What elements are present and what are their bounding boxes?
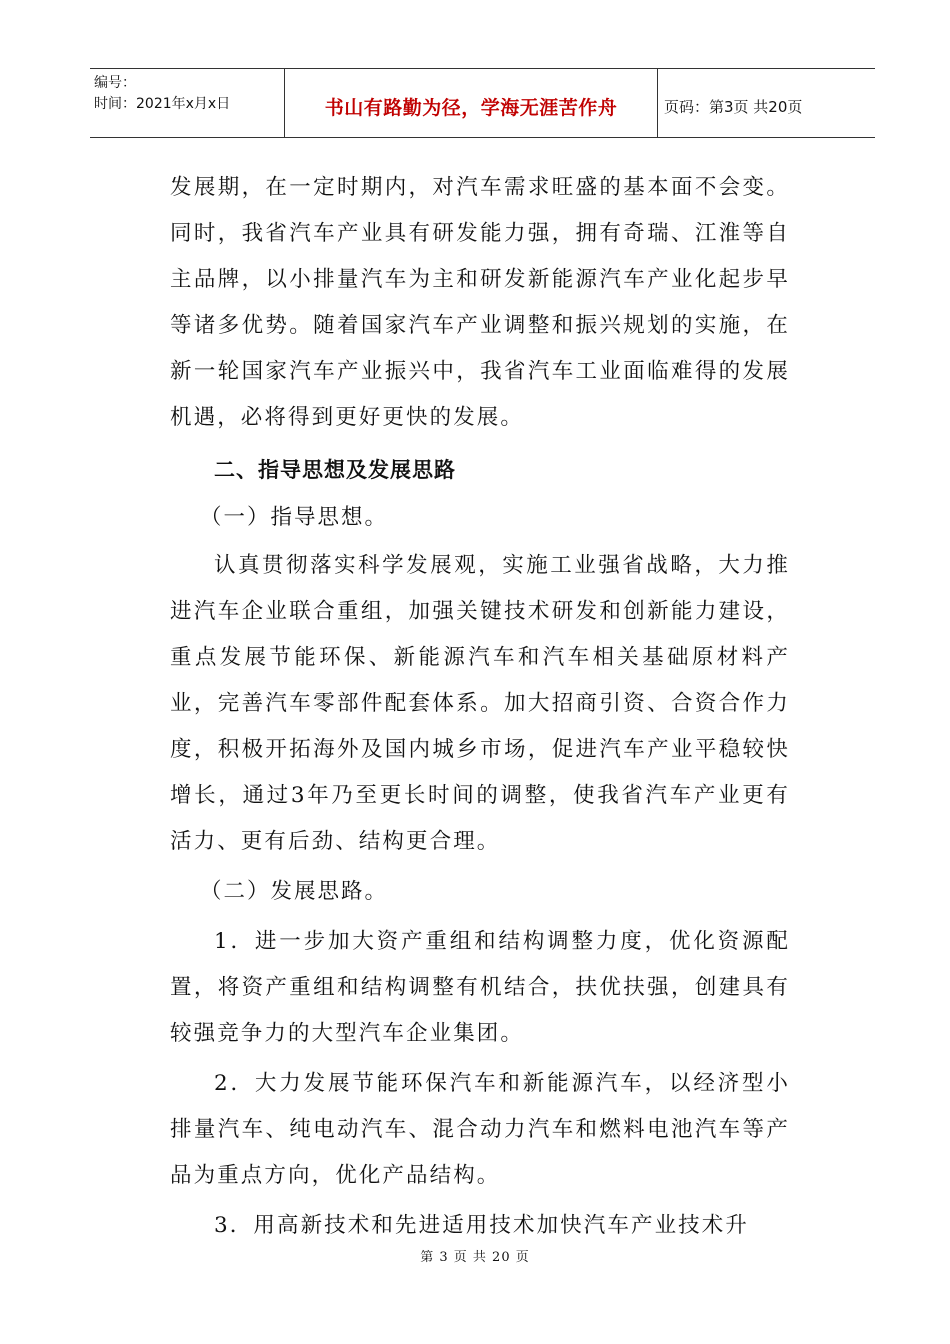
document-body — [170, 165, 790, 1249]
header-motto: 书山有路勤为径，学海无涯苦作舟 — [285, 69, 658, 137]
header-meta — [90, 69, 285, 137]
subheading-2: （二）发展思路。 — [200, 879, 389, 904]
time-label: 时间：2021年x月x日 — [94, 96, 231, 112]
paragraph-4: 2．大力发展节能环保汽车和新能源汽车，以经济型小排量汽车、纯电动汽车、混合动力汽车和燃料电池汽车等产品为重点方向，优化产品结构。 — [170, 1071, 790, 1188]
page-footer: 第 3 页 共 20 页 — [420, 1250, 530, 1265]
paragraph-1: 发展期，在一定时期内，对汽车需求旺盛的基本面不会变。同时，我省汽车产业具有研发能力强，拥有奇瑞、江淮等自主品牌，以小排量汽车为主和研发新能源汽车产业化起步早等诸多优势。随着国家汽车产业调整和振兴规划的实施，在新一轮国家汽车产业振兴中，我省汽车工业面临难得的发展机遇，必将得到更好更快的发展。 — [170, 175, 790, 430]
subheading-1: （一）指导思想。 — [200, 505, 389, 530]
paragraph-2: 认真贯彻落实科学发展观，实施工业强省战略，大力推进汽车企业联合重组，加强关键技术研发和创新能力建设，重点发展节能环保、新能源汽车和汽车相关基础原材料产业，完善汽车零部件配套体系。加大招商引资、合资合作力度，积极开拓海外及国内城乡市场，促进汽车产业平稳较快增长，通过3年乃至更长时间的调整，使我省汽车产业更有活力、更有后劲、结构更合理。 — [170, 553, 790, 854]
section-heading-2: 二、指导思想及发展思路 — [214, 458, 456, 482]
paragraph-3: 1．进一步加大资产重组和结构调整力度，优化资源配置，将资产重组和结构调整有机结合，扶优扶强，创建具有较强竞争力的大型汽车企业集团。 — [170, 929, 790, 1046]
number-label: 编号： — [94, 75, 136, 91]
header-page-info: 页码：第3页 共20页 — [664, 97, 803, 116]
paragraph-5: 3．用高新技术和先进适用技术加快汽车产业技术升 — [214, 1213, 749, 1238]
page-header — [90, 68, 875, 138]
